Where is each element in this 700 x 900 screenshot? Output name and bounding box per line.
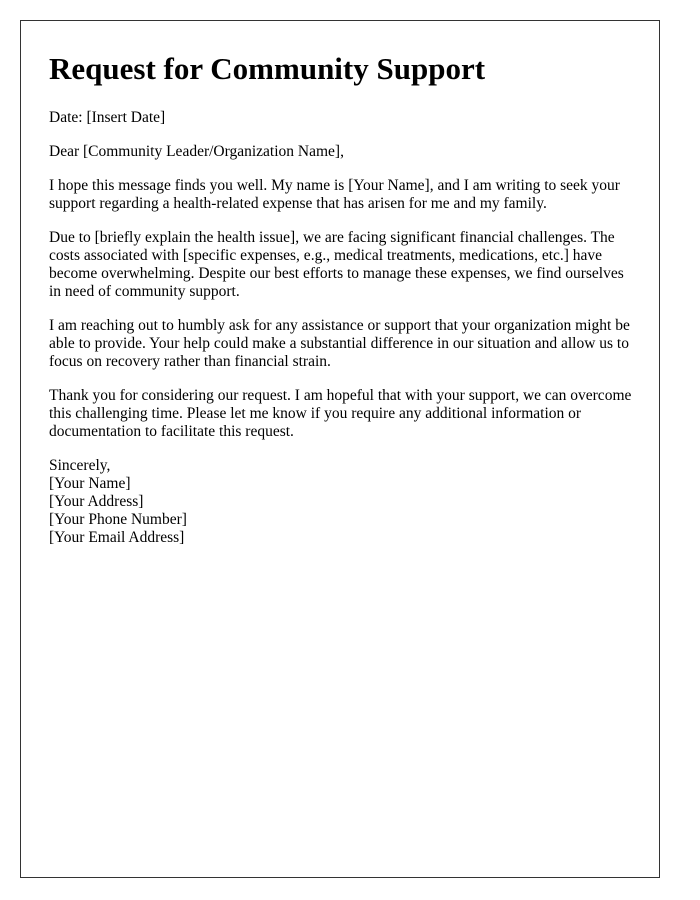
body-paragraph-intro: I hope this message finds you well. My name is [Your Name], and I am writing to seek your support regarding a health-related expense that has arisen for me and my family.	[49, 177, 620, 212]
body-paragraph-situation: Due to [briefly explain the health issue], we are facing significant financial challenges. The costs associated with [specific expenses, e.g., medical treatments, medications, etc.] have become overwhelming. Despite our best efforts to manage these expenses, we find ourselves in need of community support.	[49, 229, 624, 300]
date-line: Date: [Insert Date]	[49, 109, 166, 126]
closing: Sincerely,	[49, 457, 111, 474]
letter-page	[20, 20, 660, 878]
signature-phone: [Your Phone Number]	[49, 511, 187, 528]
signature-email: [Your Email Address]	[49, 529, 185, 546]
signature-block	[49, 457, 639, 547]
letter-content	[49, 51, 639, 563]
letter-title: Request for Community Support	[49, 51, 486, 86]
body-paragraph-thanks: Thank you for considering our request. I am hopeful that with your support, we can overcome this challenging time. Please let me know if you require any additional information or documentation to facilitate this request.	[49, 387, 632, 440]
signature-address: [Your Address]	[49, 493, 144, 510]
signature-name: [Your Name]	[49, 475, 131, 492]
body-paragraph-request: I am reaching out to humbly ask for any assistance or support that your organization might be able to provide. Your help could make a substantial difference in our situation and allow us to focus on recovery rather than financial strain.	[49, 317, 630, 370]
salutation: Dear [Community Leader/Organization Name],	[49, 143, 344, 160]
